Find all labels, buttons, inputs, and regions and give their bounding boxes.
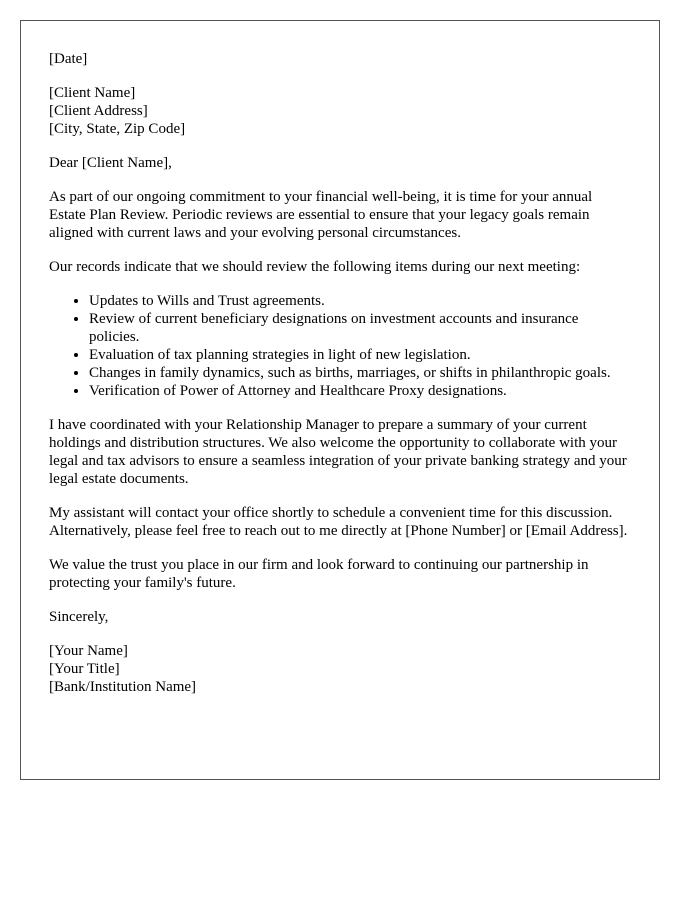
list-item: • Updates to Wills and Trust agreements. [89, 292, 631, 310]
signoff: Sincerely, [49, 609, 109, 625]
trust-paragraph: We value the trust you place in our firm and look forward to continuing our partnership in protecting your family's future. [49, 557, 589, 591]
sender-name: [Your Name] [49, 643, 128, 659]
date-text: [Date] [49, 51, 88, 67]
review-items-list [49, 292, 631, 400]
letter-date [49, 50, 631, 68]
recipient-address-block [49, 84, 631, 138]
signature-block [49, 642, 631, 696]
list-item: • Review of current beneficiary designations on investment accounts and insurance policies. [89, 310, 631, 346]
contact-paragraph: My assistant will contact your office shortly to schedule a convenient time for this discussion. Alternatively, please feel free to reach out to me directly at [Phone Number] or [Email Address]. [49, 505, 628, 539]
review-intro-paragraph: Our records indicate that we should review the following items during our next meeting: [49, 259, 581, 275]
recipient-city-state-zip: [City, State, Zip Code] [49, 121, 186, 137]
coordination-paragraph: I have coordinated with your Relationship Manager to prepare a summary of your current holdings and distribution structures. We also welcome the opportunity to collaborate with your legal and tax advisors to ensure a seamless integration of your private banking strategy and your legal estate documents. [49, 417, 627, 487]
list-item: • Evaluation of tax planning strategies in light of new legislation. [89, 346, 631, 364]
recipient-address: [Client Address] [49, 103, 148, 119]
letter-page [20, 20, 660, 780]
recipient-name: [Client Name] [49, 85, 136, 101]
sender-institution: [Bank/Institution Name] [49, 679, 197, 695]
intro-paragraph: As part of our ongoing commitment to your financial well-being, it is time for your annual Estate Plan Review. Periodic reviews are essential to ensure that your legacy goals remain aligned with current laws and your evolving personal circumstances. [49, 189, 593, 241]
list-item: • Changes in family dynamics, such as births, marriages, or shifts in philanthropic goals. [89, 364, 631, 382]
salutation: Dear [Client Name], [49, 155, 172, 171]
sender-title: [Your Title] [49, 661, 120, 677]
list-item: • Verification of Power of Attorney and Healthcare Proxy designations. [89, 382, 631, 400]
